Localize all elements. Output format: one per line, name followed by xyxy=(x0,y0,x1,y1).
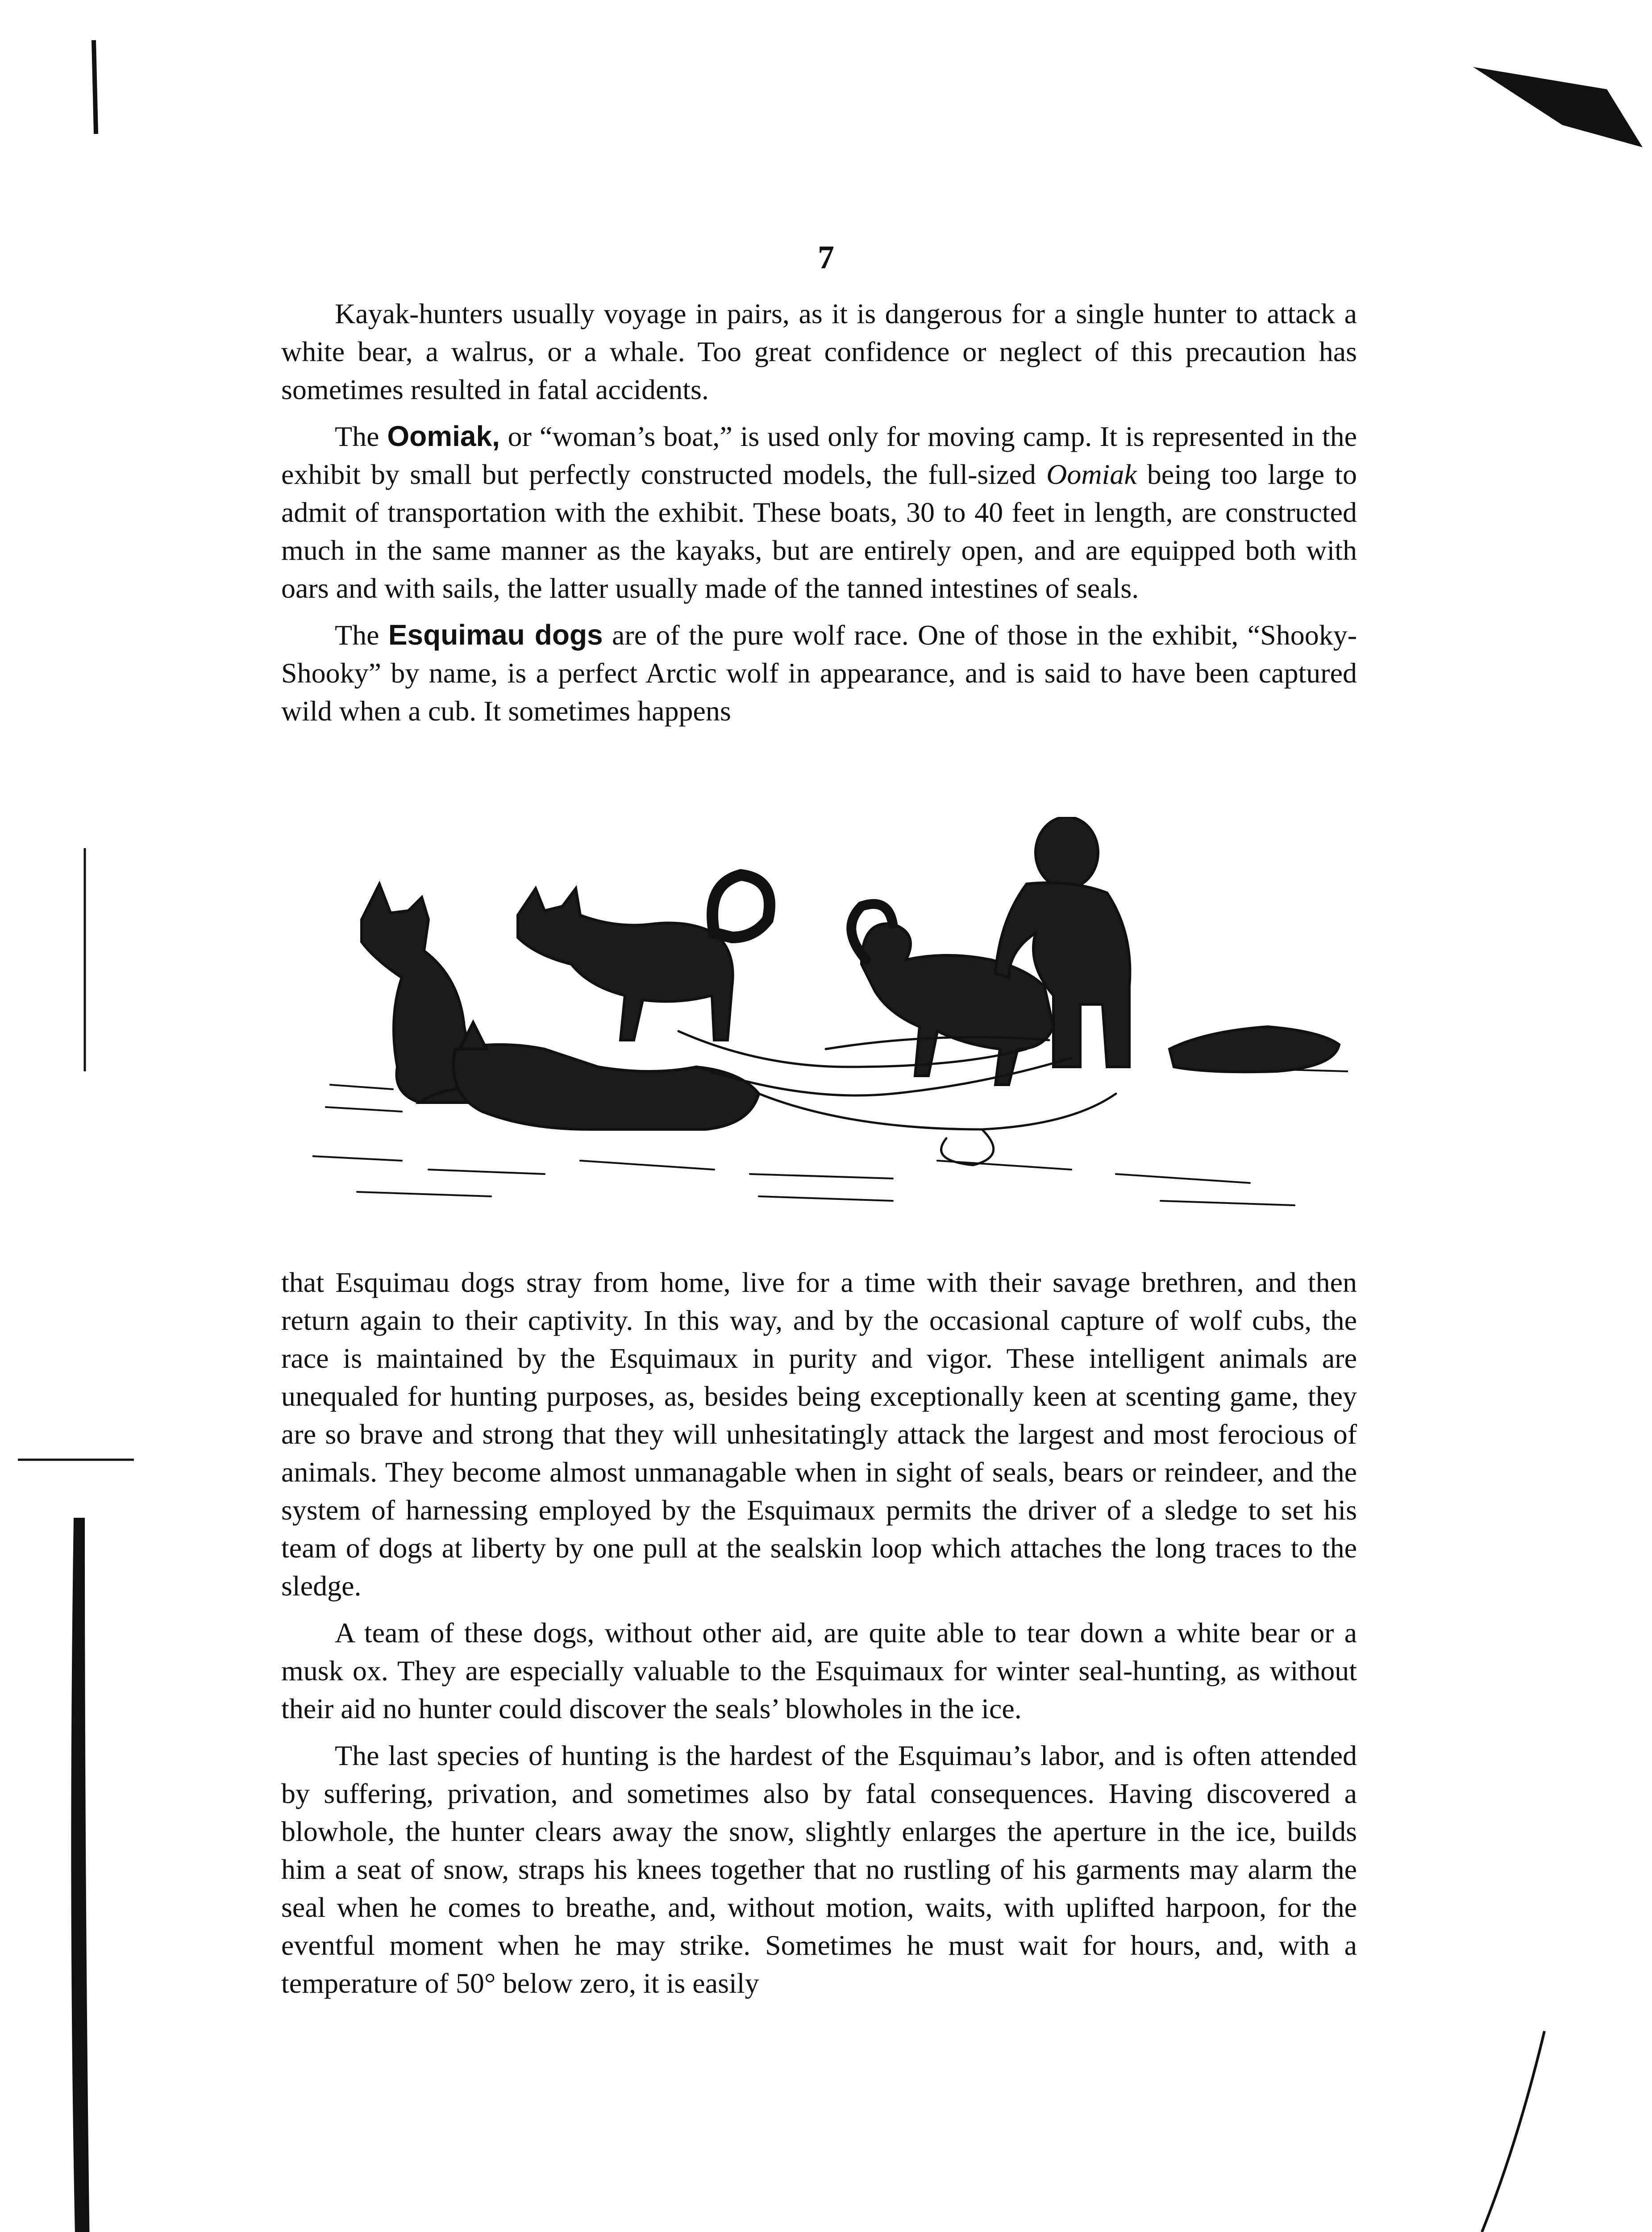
text-run: being too large to admit of transportation with the exhibit. These boats, 30 to 40 feet in length, are constructed much in the same manner as the kayaks, but are entirely open, and are equipped both with oars and with sails, the latter usually made of the tanned intestines of seals. xyxy=(281,458,1357,604)
sled-dogs-illustration xyxy=(312,817,1348,1228)
paragraph xyxy=(281,1736,1357,2002)
text-run: Kayak-hunters usually voyage in pairs, as it is dangerous for a single hunter to attack a white bear, a walrus, or a whale. Too great confidence or neglect of this precaution has sometimes resulted in fatal accidents. xyxy=(281,298,1357,405)
italic-term: Oomiak xyxy=(1046,458,1137,490)
text-block-top xyxy=(281,295,1357,739)
dog-standing-icon xyxy=(518,875,770,1040)
sledge-icon xyxy=(1169,1027,1339,1072)
text-run: The last species of hunting is the hardest of the Esquimau’s labor, and is often attended by suffering, privation, and sometimes also by fatal consequences. Having discovered a blowhole, the hunter clears away the snow, slightly enlarges the aperture in the ice, builds him a seat of snow, straps his knees together that no rustling of his garments may alarm the seal when he comes to breathe, and, without motion, waits, with uplifted harpoon, for the eventful moment when he may strike. Sometimes he must wait for hours, and, with a temperature of 50° below zero, it is easily xyxy=(281,1740,1357,1999)
bold-term: Oomiak, xyxy=(387,420,500,452)
text-run: The xyxy=(335,421,387,452)
paragraph xyxy=(281,1263,1357,1605)
text-block-bottom xyxy=(281,1263,1357,2011)
paragraph xyxy=(281,417,1357,607)
text-run: are of the pure wolf race. One of those in the exhibit, “Shooky-Shooky” by name, is a perfect Arctic wolf in appearance, and is said to have been captured wild when a cub. It sometimes happens xyxy=(281,619,1357,727)
page-number: 7 xyxy=(818,239,834,276)
bold-term: Esquimau dogs xyxy=(388,619,603,651)
right-margin-scan-line xyxy=(1428,0,1652,2232)
paragraph xyxy=(281,616,1357,730)
left-margin-scan-line xyxy=(0,0,134,2232)
paragraph xyxy=(281,1614,1357,1728)
text-run: that Esquimau dogs stray from home, live for a time with their savage brethren, and then return again to their captivity. In this way, and by the occasional capture of wolf cubs, the race is maintained by the Esquimaux in purity and vigor. These intelligent animals are unequaled for hunting purposes, as, besides being exceptionally keen at scenting game, they are so brave and strong that they will unhesitatingly attack the largest and most ferocious of animals. They become almost unmanagable when in sight of seals, bears or reindeer, and the system of harnessing employed by the Esquimaux permits the driver of a sledge to set his team of dogs at liberty by one pull at the sealskin loop which attaches the long traces to the sledge. xyxy=(281,1266,1357,1602)
paragraph xyxy=(281,295,1357,408)
text-run: The xyxy=(335,619,388,651)
text-run: A team of these dogs, without other aid, are quite able to tear down a white bear or a musk ox. They are especially valuable to the Esquimaux for winter seal-hunting, as without their aid no hunter could discover the seals’ blowholes in the ice. xyxy=(281,1617,1357,1724)
text-run: or “woman’s boat,” is used only for moving camp. It is represented in the exhibit by small but perfectly constructed models, the full-sized xyxy=(281,421,1357,490)
